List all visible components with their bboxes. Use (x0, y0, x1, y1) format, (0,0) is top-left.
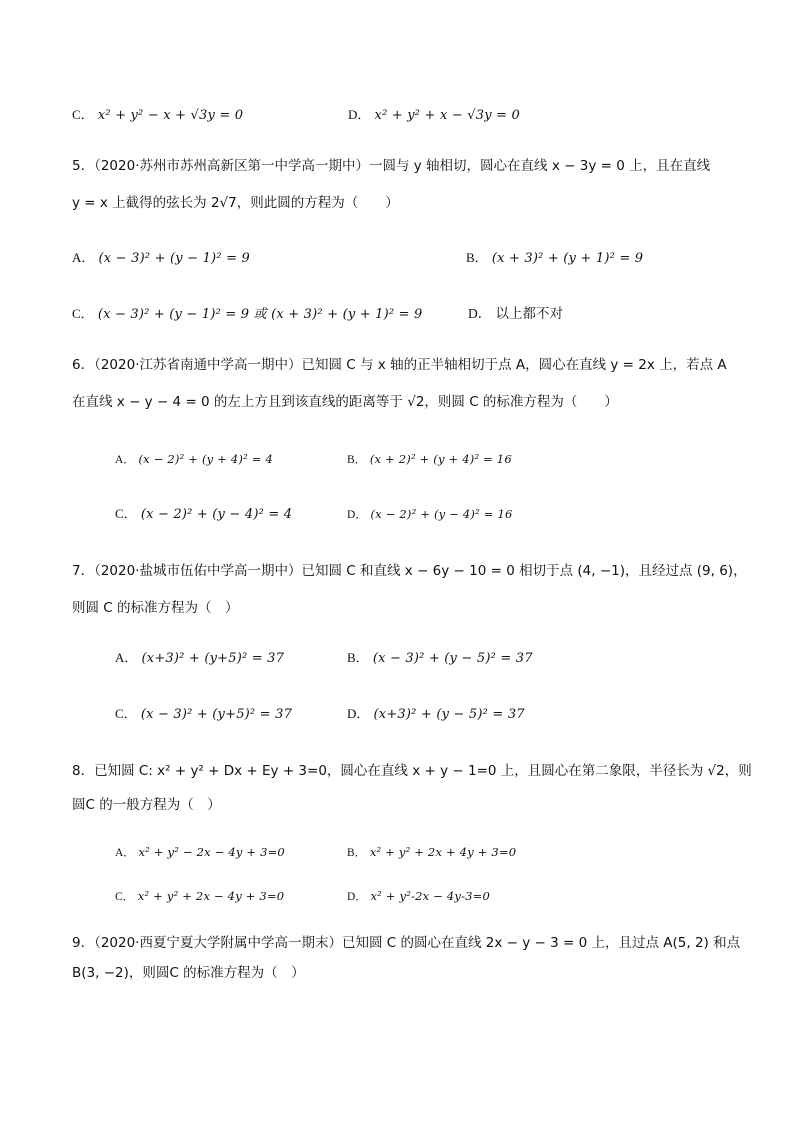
q8-option-d (347, 886, 490, 906)
q6-option-a (115, 449, 273, 469)
option-math: (x − 2)² + (y − 4)² = 16 (370, 507, 513, 521)
option-label: A． (72, 250, 95, 265)
option-math: x² + y² + x − √3y = 0 (374, 108, 520, 123)
option-math: (x + 3)² + (y + 1)² = 9 (491, 251, 644, 266)
q7-option-a (115, 648, 284, 668)
option-label: D． (347, 706, 370, 721)
q6-option-c (115, 504, 292, 524)
option-math: (x − 3)² + (y − 5)² = 37 (372, 651, 533, 666)
option-math: (x − 3)² + (y − 1)² = 9 或 (x + 3)² + (y + 1)² = 9 (97, 307, 423, 322)
option-math: x² + y² + 2x + 4y + 3=0 (369, 845, 517, 859)
option-math: x² + y² − x + √3y = 0 (97, 108, 244, 123)
option-math: (x+3)² + (y+5)² = 37 (141, 651, 285, 666)
option-label: B． (347, 847, 367, 859)
option-label: D． (468, 306, 492, 321)
option-math: x² + y² − 2x − 4y + 3=0 (138, 845, 285, 859)
q8-option-a (115, 842, 285, 862)
option-math: x² + y² + 2x − 4y + 3=0 (137, 889, 285, 903)
q6-stem-line2: 在直线 x − y − 4 = 0 的左上方且到该直线的距离等于 √2，则圆 C 的标准方程为（ ） (72, 394, 618, 410)
option-label: B． (347, 454, 367, 466)
option-label: D． (347, 891, 367, 903)
option-math: (x + 2)² + (y + 4)² = 16 (369, 452, 512, 466)
q5-stem-line1: 5．（2020·苏州市苏州高新区第一中学高一期中）一圆与 y 轴相切，圆心在直线 x − 3y = 0 上，且在直线 (72, 158, 711, 174)
option-math: (x+3)² + (y − 5)² = 37 (373, 707, 525, 722)
q7-option-c (115, 704, 292, 724)
option-label: C． (115, 891, 135, 903)
q8-stem-line2: 圆C 的一般方程为（ ） (72, 797, 221, 813)
q8-option-c (115, 886, 284, 906)
option-label: A． (115, 454, 135, 466)
q5-option-a (72, 248, 250, 268)
q7-option-b (347, 648, 533, 668)
option-label: C． (115, 506, 137, 521)
option-label: D． (347, 509, 367, 521)
option-label: A． (115, 650, 138, 665)
option-math: (x − 3)² + (y − 1)² = 9 (98, 251, 250, 266)
option-label: C． (115, 706, 137, 721)
q6-option-d (347, 504, 512, 524)
q4-option-d (348, 105, 520, 125)
q6-stem-line1: 6．（2020·江苏省南通中学高一期中）已知圆 C 与 x 轴的正半轴相切于点 A，圆心在直线 y = 2x 上，若点 A (72, 357, 727, 373)
q7-option-d (347, 704, 525, 724)
option-math: x² + y²-2x − 4y-3=0 (370, 889, 491, 903)
q5-stem-line2: y = x 上截得的弦长为 2√7，则此圆的方程为（ ） (72, 195, 399, 211)
q4-option-c (72, 105, 243, 125)
q9-stem-line2: B(3, −2)，则圆C 的标准方程为（ ） (72, 965, 305, 981)
q5-option-d (468, 304, 563, 324)
q5-option-c (72, 304, 423, 324)
option-label: A． (115, 847, 135, 859)
option-label: B． (466, 250, 488, 265)
option-label: C． (72, 306, 94, 321)
q7-stem-line2: 则圆 C 的标准方程为（ ） (72, 600, 239, 616)
q5-option-b (466, 248, 643, 268)
option-label: D． (348, 107, 371, 122)
option-label: B． (347, 650, 369, 665)
q8-option-b (347, 842, 516, 862)
q9-stem-line1: 9．（2020·西夏宁夏大学附属中学高一期末）已知圆 C 的圆心在直线 2x − y − 3 = 0 上，且过点 A(5, 2) 和点 (72, 935, 741, 951)
q6-option-b (347, 449, 512, 469)
option-math: (x − 2)² + (y − 4)² = 4 (140, 507, 293, 522)
option-text: 以上都不对 (495, 306, 564, 322)
option-math: (x − 3)² + (y+5)² = 37 (140, 707, 293, 722)
option-label: C． (72, 107, 94, 122)
q7-stem-line1: 7．（2020·盐城市伍佑中学高一期中）已知圆 C 和直线 x − 6y − 10 = 0 相切于点 (4, −1)，且经过点 (9, 6)， (72, 563, 747, 579)
option-math: (x − 2)² + (y + 4)² = 4 (138, 452, 273, 466)
q8-stem-line1: 8．已知圆 C: x² + y² + Dx + Ey + 3=0，圆心在直线 x + y − 1=0 上，且圆心在第二象限，半径长为 √2，则 (72, 763, 752, 779)
